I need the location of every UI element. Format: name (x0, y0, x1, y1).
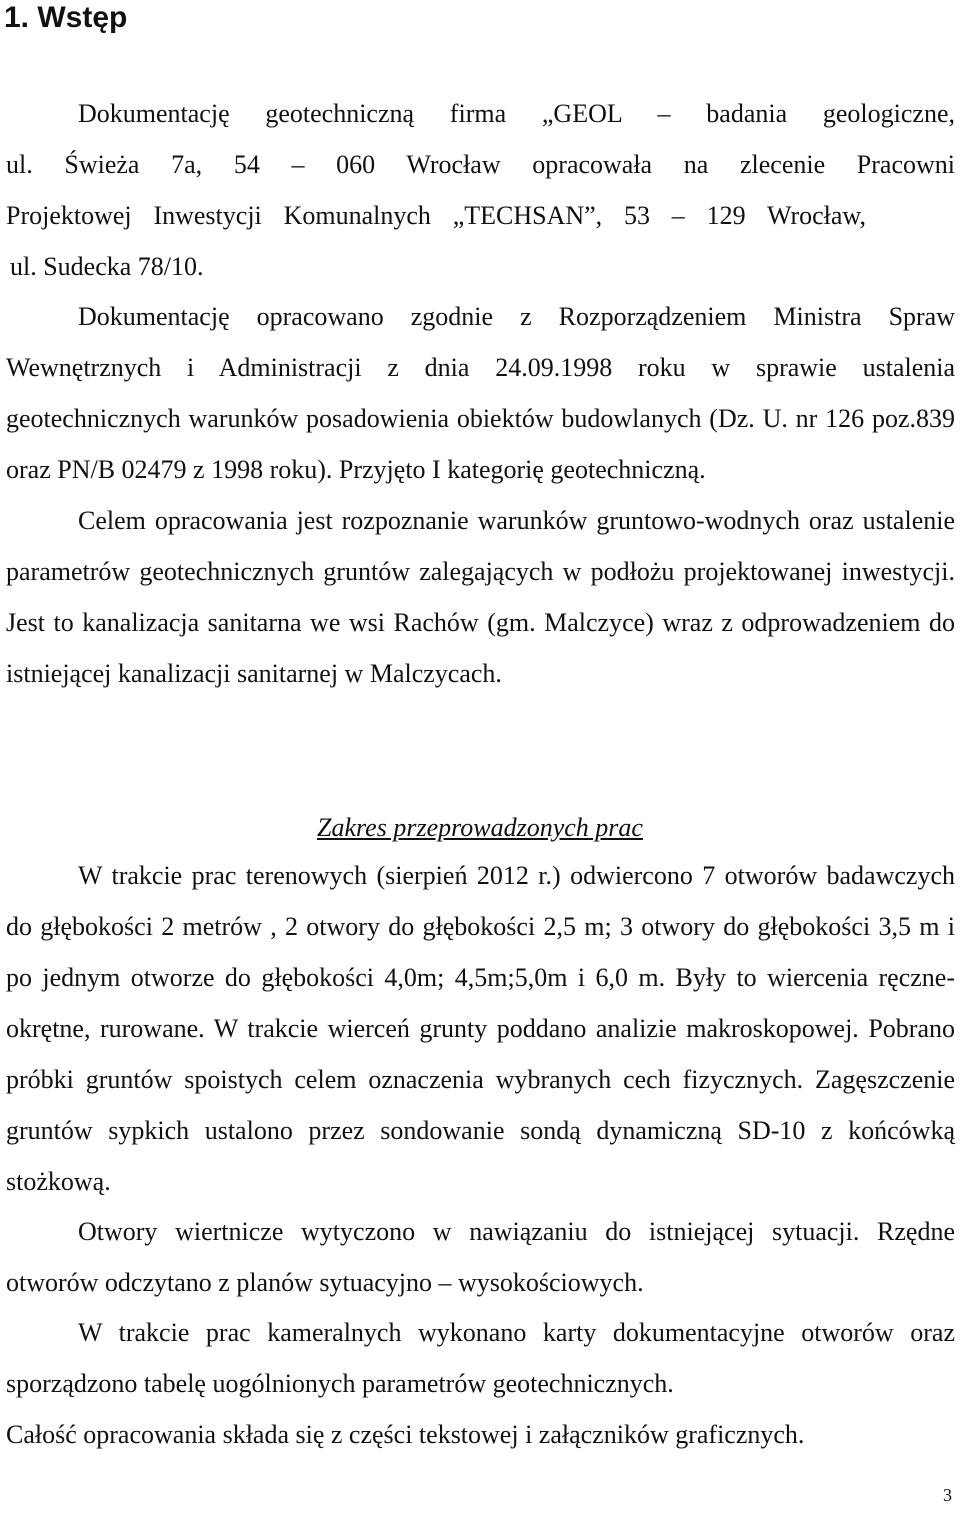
survey-paragraph: Otwory wiertnicze wytyczono w nawiązaniu do istniejącej sytuacji. Rzędne otworów odczytano z planów sytuacyjno – wysokościowych. (6, 1217, 955, 1297)
contents-paragraph: Całość opracowania składa się z części tekstowej i załączników graficznych. (6, 1420, 805, 1449)
regulation-paragraph: Dokumentację opracowano zgodnie z Rozporządzeniem Ministra Spraw Wewnętrznych i Administracji z dnia 24.09.1998 roku w sprawie ustalenia geotechnicznych warunków posadowienia obiektów budowlanych (Dz. U. nr 126 poz.839 oraz PN/B 02479 z 1998 roku). Przyjęto I kategorię geotechniczną. (6, 302, 955, 484)
intro-line: Projektowej Inwestycji Komunalnych „TECHSAN”, 53 – 129 Wrocław, (6, 201, 866, 230)
section-heading: 1. Wstęp (4, 1, 128, 34)
intro-line: ul. Sudecka 78/10. (10, 252, 204, 281)
section-subtitle: Zakres przeprowadzonych prac (317, 813, 643, 842)
page-number: 3 (943, 1485, 952, 1505)
intro-line: ul. Świeża 7a, 54 – 060 Wrocław opracowała na zlecenie Pracowni (6, 150, 955, 179)
purpose-paragraph: Celem opracowania jest rozpoznanie warunków gruntowo-wodnych oraz ustalenie parametrów geotechnicznych gruntów zalegających w podłożu projektowanej inwestycji. Jest to kanalizacja sanitarna we wsi Rachów (gm. Malczyce) wraz z odprowadzeniem do istniejącej kanalizacji sanitarnej w Malczycach. (6, 506, 955, 688)
fieldwork-paragraph: W trakcie prac terenowych (sierpień 2012 r.) odwiercono 7 otworów badawczych do głębokości 2 metrów , 2 otwory do głębokości 2,5 m; 3 otwory do głębokości 3,5 m i po jednym otworze do głębokości 4,0m; 4,5m;5,0m i 6,0 m. Były to wiercenia ręczne-okrętne, rurowane. W trakcie wierceń grunty poddano analizie makroskopowej. Pobrano próbki gruntów spoistych celem oznaczenia wybranych cech fizycznych. Zagęszczenie gruntów sypkich ustalono przez sondowanie sondą dynamiczną SD-10 z końcówką stożkową. (6, 861, 955, 1196)
intro-line: Dokumentację geotechniczną firma „GEOL – badania geologiczne, (78, 99, 955, 128)
intro-paragraph (6, 88, 955, 292)
deskwork-paragraph: W trakcie prac kameralnych wykonano karty dokumentacyjne otworów oraz sporządzono tabelę uogólnionych parametrów geotechnicznych. (6, 1318, 955, 1398)
